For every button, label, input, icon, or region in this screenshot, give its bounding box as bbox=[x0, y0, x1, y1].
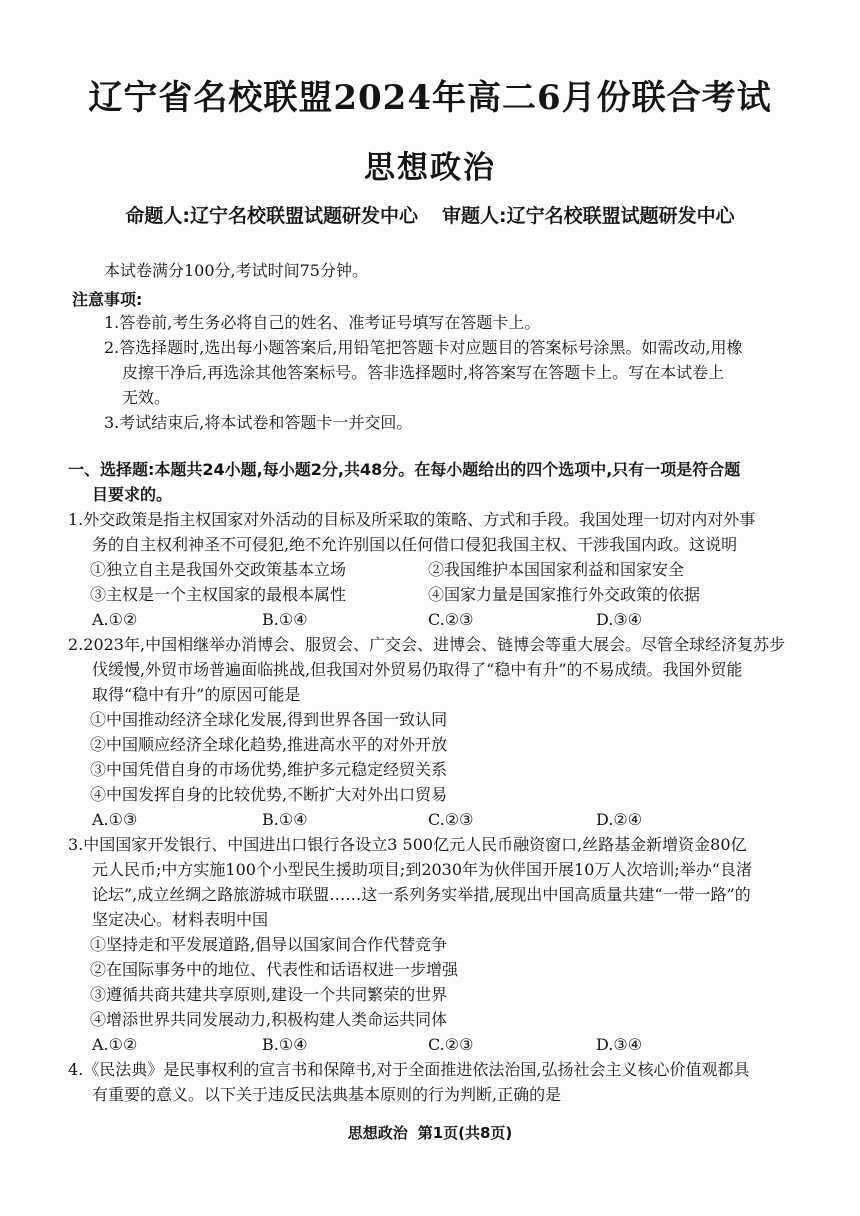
q4-stem-cont: 有重要的意义。以下关于违反民法典基本原则的行为判断,正确的是 bbox=[92, 1085, 562, 1104]
notice-item-3: 3.考试结束后,将本试卷和答题卡一并交回。 bbox=[104, 413, 413, 432]
q1-statement-3: ③主权是一个主权国家的最根本属性 bbox=[90, 585, 347, 604]
q1-option-b: B.①④ bbox=[262, 610, 308, 629]
q2-stem: 2.2023年,中国相继举办消博会、服贸会、广交会、进博会、链博会等重大展会。尽管全球经济复苏步 bbox=[68, 635, 786, 654]
q3-stem-cont-1: 元人民币;中方实施100个小型民生援助项目;到2030年为伙伴国开展10万人次培训;举办“良渚 bbox=[92, 860, 752, 879]
q1-stem-cont: 务的自主权利神圣不可侵犯,绝不允许别国以任何借口侵犯我国主权、干涉我国内政。这说明 bbox=[92, 535, 738, 554]
notice-item-2-cont: 皮擦干净后,再选涂其他答案标号。答非选择题时,将答案写在答题卡上。写在本试卷上 bbox=[122, 363, 725, 382]
exam-title: 辽宁省名校联盟2024年高二6月份联合考试 bbox=[88, 78, 772, 118]
notice-item-1: 1.答卷前,考生务必将自己的姓名、准考证号填写在答题卡上。 bbox=[104, 313, 541, 332]
authors-line bbox=[0, 201, 860, 228]
q1-statement-2: ②我国维护本国国家利益和国家安全 bbox=[428, 560, 685, 579]
q2-option-a: A.①③ bbox=[92, 810, 138, 829]
score-line: 本试卷满分100分,考试时间75分钟。 bbox=[104, 261, 368, 280]
footer-subject: 思想政治 bbox=[347, 1124, 408, 1142]
q2-statement-1: ①中国推动经济全球化发展,得到世界各国一致认同 bbox=[90, 710, 448, 729]
q1-statement-4: ④国家力量是国家推行外交政策的依据 bbox=[428, 585, 701, 604]
footer-page-number: 第1页(共8页) bbox=[417, 1124, 513, 1142]
q1-option-c: C.②③ bbox=[428, 610, 474, 629]
q2-stem-cont: 伐缓慢,外贸市场普遍面临挑战,但我国对外贸易仍取得了“稳中有升”的不易成绩。我国外贸能 bbox=[92, 660, 743, 679]
q2-stem-end: 取得“稳中有升”的原因可能是 bbox=[92, 685, 301, 704]
author: 命题人:辽宁名校联盟试题研发中心 bbox=[125, 205, 418, 227]
q3-stem: 3.中国国家开发银行、中国进出口银行各设立3 500亿元人民币融资窗口,丝路基金新增资金80亿 bbox=[68, 835, 747, 854]
q2-statement-3: ③中国凭借自身的市场优势,维护多元稳定经贸关系 bbox=[90, 760, 448, 779]
q3-statement-1: ①坚持走和平发展道路,倡导以国家间合作代替竞争 bbox=[90, 935, 448, 954]
q2-option-d: D.②④ bbox=[596, 810, 643, 829]
q2-statement-2: ②中国顺应经济全球化趋势,推进高水平的对外开放 bbox=[90, 735, 448, 754]
q1-stem: 1.外交政策是指主权国家对外活动的目标及所采取的策略、方式和手段。我国处理一切对内对外事 bbox=[68, 510, 756, 529]
q3-statement-2: ②在国际事务中的地位、代表性和话语权进一步增强 bbox=[90, 960, 459, 979]
q2-option-c: C.②③ bbox=[428, 810, 474, 829]
subject-title: 思想政治 bbox=[364, 150, 496, 186]
q3-statement-3: ③遵循共商共建共享原则,建设一个共同繁荣的世界 bbox=[90, 985, 448, 1004]
section-heading: 一、选择题:本题共24小题,每小题2分,共48分。在每小题给出的四个选项中,只有一项是符合题 bbox=[68, 460, 741, 479]
q3-option-d: D.③④ bbox=[596, 1035, 643, 1054]
q3-stem-end: 坚定决心。材料表明中国 bbox=[92, 910, 269, 929]
q1-statement-1: ①独立自主是我国外交政策基本立场 bbox=[90, 560, 347, 579]
section-heading-cont: 目要求的。 bbox=[92, 485, 173, 504]
q3-option-b: B.①④ bbox=[262, 1035, 308, 1054]
q4-stem: 4.《民法典》是民事权利的宣言书和保障书,对于全面推进依法治国,弘扬社会主义核心价值观都具 bbox=[68, 1060, 750, 1079]
q1-option-d: D.③④ bbox=[596, 610, 643, 629]
q2-option-b: B.①④ bbox=[262, 810, 308, 829]
notice-item-2: 2.答选择题时,选出每小题答案后,用铅笔把答题卡对应题目的答案标号涂黑。如需改动,用橡 bbox=[104, 338, 743, 357]
notice-item-2-end: 无效。 bbox=[122, 388, 171, 407]
notice-heading: 注意事项: bbox=[72, 290, 143, 309]
q3-statement-4: ④增添世界共同发展动力,积极构建人类命运共同体 bbox=[90, 1010, 448, 1029]
q3-option-c: C.②③ bbox=[428, 1035, 474, 1054]
q3-option-a: A.①② bbox=[92, 1035, 138, 1054]
q2-statement-4: ④中国发挥自身的比较优势,不断扩大对外出口贸易 bbox=[90, 785, 448, 804]
reviewer: 审题人:辽宁名校联盟试题研发中心 bbox=[442, 205, 735, 227]
page-footer bbox=[0, 1122, 860, 1143]
q3-stem-cont-2: 论坛”,成立丝绸之路旅游城市联盟……这一系列务实举措,展现出中国高质量共建“一带一路”的 bbox=[92, 885, 751, 904]
q1-option-a: A.①② bbox=[92, 610, 138, 629]
